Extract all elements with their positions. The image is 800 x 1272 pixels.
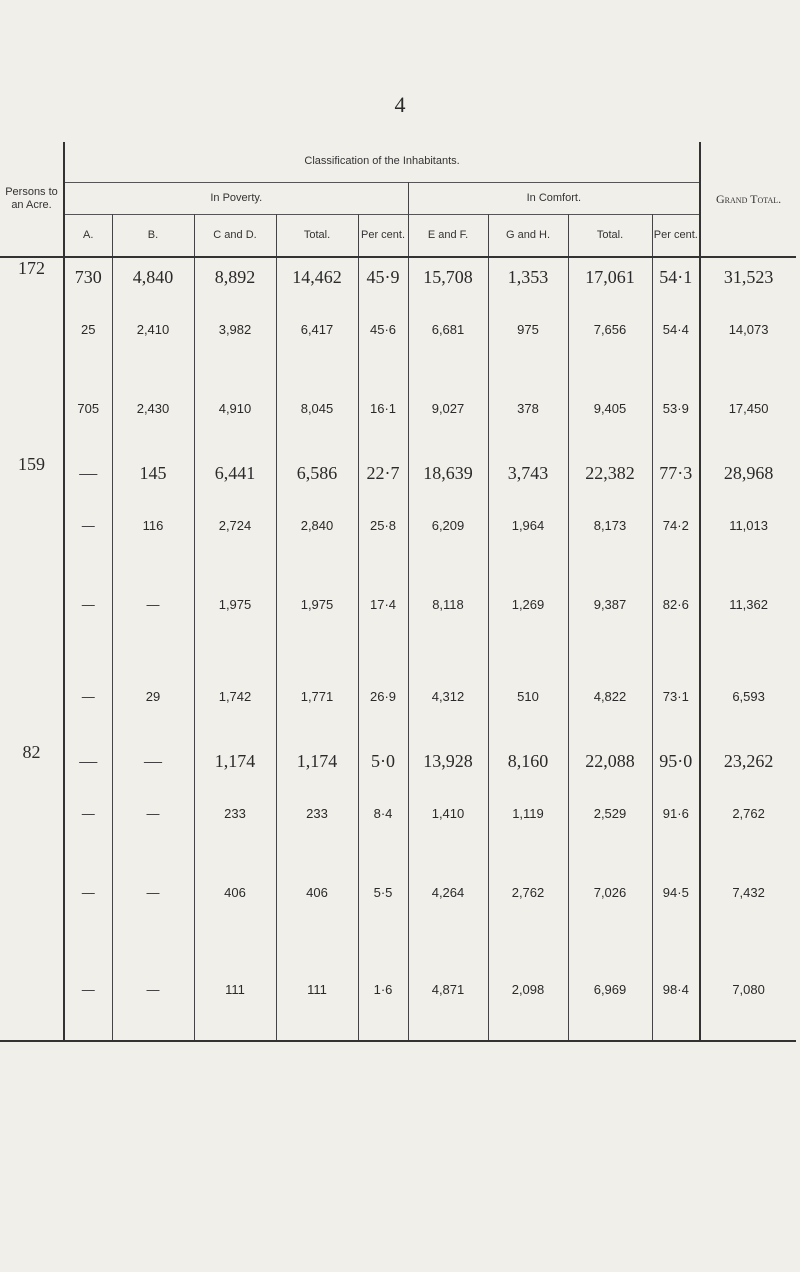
cell-e-f: 4,264 (408, 846, 488, 938)
cell-g-h: 510 (488, 650, 568, 742)
persons-per-acre-cell: 172 (0, 257, 64, 296)
cell-comfort-percent: 73·1 (652, 650, 700, 742)
col-a-header: A. (83, 228, 94, 241)
cell-g-h: 1,119 (488, 780, 568, 846)
table-body (0, 257, 796, 1041)
persons-per-acre-cell (0, 650, 64, 742)
cell-g-h: 975 (488, 296, 568, 362)
cell-g-h: 1,269 (488, 558, 568, 650)
cell-poverty-percent: 26·9 (358, 650, 408, 742)
cell-g-h: 1,964 (488, 492, 568, 558)
cell-a: — (64, 938, 112, 1041)
cell-e-f: 15,708 (408, 257, 488, 296)
cell-comfort-total: 17,061 (568, 257, 652, 296)
table-row (0, 362, 796, 454)
page-number: 4 (394, 92, 406, 117)
cell-poverty-percent: 5·0 (358, 742, 408, 780)
cell-b: 2,430 (112, 362, 194, 454)
col-poverty-total-header: Total. (276, 214, 358, 257)
cell-g-h: 2,098 (488, 938, 568, 1041)
col-comfort-percent-header: Per cent. (652, 214, 700, 257)
cell-grand-total: 6,593 (700, 650, 796, 742)
col-poverty-percent-header: Per cent. (358, 214, 408, 257)
col-comfort-total-header: Total. (568, 214, 652, 257)
persons-per-acre-cell (0, 296, 64, 362)
cell-poverty-percent: 1·6 (358, 938, 408, 1041)
cell-comfort-percent: 53·9 (652, 362, 700, 454)
cell-comfort-percent: 95·0 (652, 742, 700, 780)
cell-comfort-total: 22,382 (568, 454, 652, 492)
table-row (0, 492, 796, 558)
cell-poverty-percent: 8·4 (358, 780, 408, 846)
cell-poverty-percent: 22·7 (358, 454, 408, 492)
cell-grand-total: 14,073 (700, 296, 796, 362)
cell-comfort-total: 6,969 (568, 938, 652, 1041)
cell-poverty-total: 1,174 (276, 742, 358, 780)
persons-per-acre-cell (0, 846, 64, 938)
persons-per-acre-cell: 82 (0, 742, 64, 780)
cell-e-f: 6,681 (408, 296, 488, 362)
cell-c-d: 233 (194, 780, 276, 846)
cell-c-d: 2,724 (194, 492, 276, 558)
cell-poverty-percent: 45·6 (358, 296, 408, 362)
in-poverty-header: In Poverty. (210, 191, 263, 204)
classification-header: Classification of the Inhabitants. (304, 155, 460, 168)
cell-grand-total: 7,080 (700, 938, 796, 1041)
cell-c-d: 8,892 (194, 257, 276, 296)
cell-poverty-total: 1,771 (276, 650, 358, 742)
cell-c-d: 1,975 (194, 558, 276, 650)
cell-comfort-percent: 91·6 (652, 780, 700, 846)
cell-c-d: 1,742 (194, 650, 276, 742)
cell-b: 4,840 (112, 257, 194, 296)
cell-poverty-percent: 25·8 (358, 492, 408, 558)
cell-e-f: 6,209 (408, 492, 488, 558)
cell-g-h: 2,762 (488, 846, 568, 938)
cell-c-d: 6,441 (194, 454, 276, 492)
persons-per-acre-header: Persons to an Acre. (0, 142, 64, 257)
cell-b: 2,410 (112, 296, 194, 362)
cell-a: 730 (74, 266, 102, 287)
cell-grand-total: 23,262 (700, 742, 796, 780)
cell-grand-total: 17,450 (700, 362, 796, 454)
persons-per-acre-cell: 159 (0, 454, 64, 492)
cell-poverty-total: 6,417 (276, 296, 358, 362)
cell-c-d: 1,174 (194, 742, 276, 780)
cell-comfort-percent: 54·4 (652, 296, 700, 362)
cell-comfort-total: 22,088 (568, 742, 652, 780)
cell-comfort-percent: 77·3 (652, 454, 700, 492)
cell-comfort-percent: 54·1 (652, 257, 700, 296)
cell-poverty-total: 14,462 (276, 257, 358, 296)
cell-poverty-total: 6,586 (276, 454, 358, 492)
cell-comfort-total: 9,387 (568, 558, 652, 650)
table-row (0, 257, 796, 296)
table-row (0, 650, 796, 742)
cell-grand-total: 28,968 (700, 454, 796, 492)
col-e-f-header: E and F. (408, 214, 488, 257)
table-row (0, 558, 796, 650)
cell-a: — (81, 688, 95, 704)
cell-a: 705 (77, 400, 100, 416)
cell-e-f: 8,118 (408, 558, 488, 650)
cell-comfort-percent: 74·2 (652, 492, 700, 558)
cell-poverty-percent: 45·9 (358, 257, 408, 296)
in-comfort-header: In Comfort. (408, 182, 700, 214)
table-row (0, 938, 796, 1041)
cell-comfort-total: 9,405 (568, 362, 652, 454)
cell-c-d: 111 (194, 938, 276, 1041)
table-row (0, 742, 796, 780)
cell-e-f: 9,027 (408, 362, 488, 454)
cell-grand-total: 11,013 (700, 492, 796, 558)
classification-table (0, 142, 796, 1042)
cell-a: — (81, 517, 95, 533)
cell-c-d: 3,982 (194, 296, 276, 362)
cell-b: — (112, 742, 194, 780)
cell-comfort-total: 7,656 (568, 296, 652, 362)
cell-poverty-total: 111 (276, 938, 358, 1041)
persons-per-acre-cell (0, 938, 64, 1041)
cell-b: 116 (112, 492, 194, 558)
cell-e-f: 1,410 (408, 780, 488, 846)
cell-poverty-total: 8,045 (276, 362, 358, 454)
cell-a: — (79, 750, 98, 771)
cell-grand-total: 2,762 (700, 780, 796, 846)
persons-per-acre-cell (0, 362, 64, 454)
cell-e-f: 13,928 (408, 742, 488, 780)
persons-per-acre-cell (0, 558, 64, 650)
cell-comfort-percent: 82·6 (652, 558, 700, 650)
cell-g-h: 378 (488, 362, 568, 454)
cell-a: — (81, 884, 95, 900)
col-b-header: B. (112, 214, 194, 257)
cell-e-f: 4,312 (408, 650, 488, 742)
cell-e-f: 4,871 (408, 938, 488, 1041)
cell-g-h: 3,743 (488, 454, 568, 492)
cell-poverty-total: 406 (276, 846, 358, 938)
cell-grand-total: 11,362 (700, 558, 796, 650)
cell-a: — (79, 462, 98, 483)
cell-a: — (81, 805, 95, 821)
grand-total-header: Grand Total. (700, 142, 796, 257)
table-row (0, 780, 796, 846)
cell-b: — (112, 780, 194, 846)
col-g-h-header: G and H. (488, 214, 568, 257)
persons-per-acre-cell (0, 780, 64, 846)
cell-g-h: 1,353 (488, 257, 568, 296)
cell-poverty-percent: 5·5 (358, 846, 408, 938)
cell-a: — (81, 596, 95, 612)
table-row (0, 846, 796, 938)
cell-comfort-total: 7,026 (568, 846, 652, 938)
cell-grand-total: 31,523 (700, 257, 796, 296)
table-row (0, 454, 796, 492)
cell-e-f: 18,639 (408, 454, 488, 492)
cell-poverty-total: 1,975 (276, 558, 358, 650)
cell-poverty-total: 233 (276, 780, 358, 846)
persons-per-acre-cell (0, 492, 64, 558)
cell-comfort-percent: 98·4 (652, 938, 700, 1041)
cell-b: — (112, 938, 194, 1041)
cell-b: — (112, 558, 194, 650)
cell-c-d: 4,910 (194, 362, 276, 454)
cell-poverty-total: 2,840 (276, 492, 358, 558)
cell-c-d: 406 (194, 846, 276, 938)
cell-comfort-percent: 94·5 (652, 846, 700, 938)
cell-poverty-percent: 17·4 (358, 558, 408, 650)
cell-comfort-total: 8,173 (568, 492, 652, 558)
cell-g-h: 8,160 (488, 742, 568, 780)
col-c-d-header: C and D. (194, 214, 276, 257)
cell-b: 29 (112, 650, 194, 742)
cell-a: 25 (81, 321, 96, 337)
cell-poverty-percent: 16·1 (358, 362, 408, 454)
cell-grand-total: 7,432 (700, 846, 796, 938)
cell-b: — (112, 846, 194, 938)
cell-comfort-total: 2,529 (568, 780, 652, 846)
cell-comfort-total: 4,822 (568, 650, 652, 742)
cell-b: 145 (112, 454, 194, 492)
table-row (0, 296, 796, 362)
